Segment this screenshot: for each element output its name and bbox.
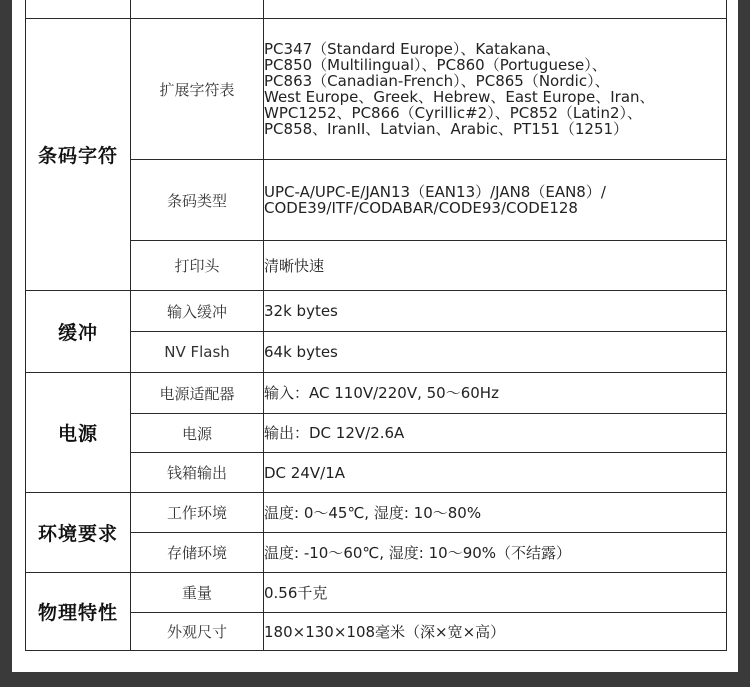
table-row — [26, 414, 727, 453]
category-environment: 环境要求 — [26, 493, 131, 573]
label-work-env: 工作环境 — [131, 493, 264, 533]
category-barcode-chars: 条码字符 — [26, 19, 131, 291]
charset-line: PC858、IranII、Latvian、Arabic、PT151（1251） — [264, 120, 629, 138]
table-row-top-partial — [26, 0, 727, 19]
spec-table — [25, 0, 727, 651]
label-power-out: 电源 — [131, 414, 264, 453]
table-row — [26, 332, 727, 373]
label-cash-drawer: 钱箱输出 — [131, 453, 264, 493]
value-weight: 0.56千克 — [264, 573, 727, 613]
table-row — [26, 291, 727, 332]
value-storage-env: 温度: -10～60℃, 湿度: 10～90%（不结露） — [264, 533, 727, 573]
table-row — [26, 373, 727, 414]
category-power: 电源 — [26, 373, 131, 493]
value-dimensions: 180×130×108毫米（深×宽×高） — [264, 613, 727, 651]
barcode-line: UPC-A/UPC-E/JAN13（EAN13）/JAN8（EAN8）/ — [264, 183, 606, 201]
table-row — [26, 19, 727, 160]
label-input-buffer: 输入缓冲 — [131, 291, 264, 332]
value-power-out: 输出：DC 12V/2.6A — [264, 414, 727, 453]
table-row — [26, 613, 727, 651]
charset-line: WPC1252、PC866（Cyrillic#2）、PC852（Latin2）、 — [264, 104, 643, 122]
table-row — [26, 573, 727, 613]
category-physical: 物理特性 — [26, 573, 131, 651]
table-row — [26, 453, 727, 493]
barcode-line: CODE39/ITF/CODABAR/CODE93/CODE128 — [264, 199, 578, 217]
spec-sheet — [12, 0, 738, 672]
charset-line: West Europe、Greek、Hebrew、East Europe、Iran、 — [264, 88, 655, 106]
value-nv-flash: 64k bytes — [264, 332, 727, 373]
label-barcode-type: 条码类型 — [131, 160, 264, 241]
cell-empty — [26, 0, 131, 19]
value-adapter: 输入：AC 110V/220V, 50～60Hz — [264, 373, 727, 414]
label-adapter: 电源适配器 — [131, 373, 264, 414]
table-row — [26, 241, 727, 291]
value-barcode-type — [264, 160, 727, 241]
label-storage-env: 存储环境 — [131, 533, 264, 573]
value-print-head: 清晰快速 — [264, 241, 727, 291]
value-cash-drawer: DC 24V/1A — [264, 453, 727, 493]
label-print-head: 打印头 — [131, 241, 264, 291]
value-input-buffer: 32k bytes — [264, 291, 727, 332]
value-work-env: 温度: 0～45℃, 湿度: 10～80% — [264, 493, 727, 533]
table-row — [26, 493, 727, 533]
charset-line: PC850（Multilingual）、PC860（Portuguese）、 — [264, 56, 607, 74]
category-buffer: 缓冲 — [26, 291, 131, 373]
charset-line: PC863（Canadian-French）、PC865（Nordic）、 — [264, 72, 610, 90]
cell-empty — [131, 0, 264, 19]
label-nv-flash: NV Flash — [131, 332, 264, 373]
table-row — [26, 533, 727, 573]
value-ext-charset — [264, 19, 727, 160]
label-weight: 重量 — [131, 573, 264, 613]
table-row — [26, 160, 727, 241]
label-ext-charset: 扩展字符表 — [131, 19, 264, 160]
cell-empty — [264, 0, 727, 19]
label-dimensions: 外观尺寸 — [131, 613, 264, 651]
charset-line: PC347（Standard Europe）、Katakana、 — [264, 40, 561, 58]
